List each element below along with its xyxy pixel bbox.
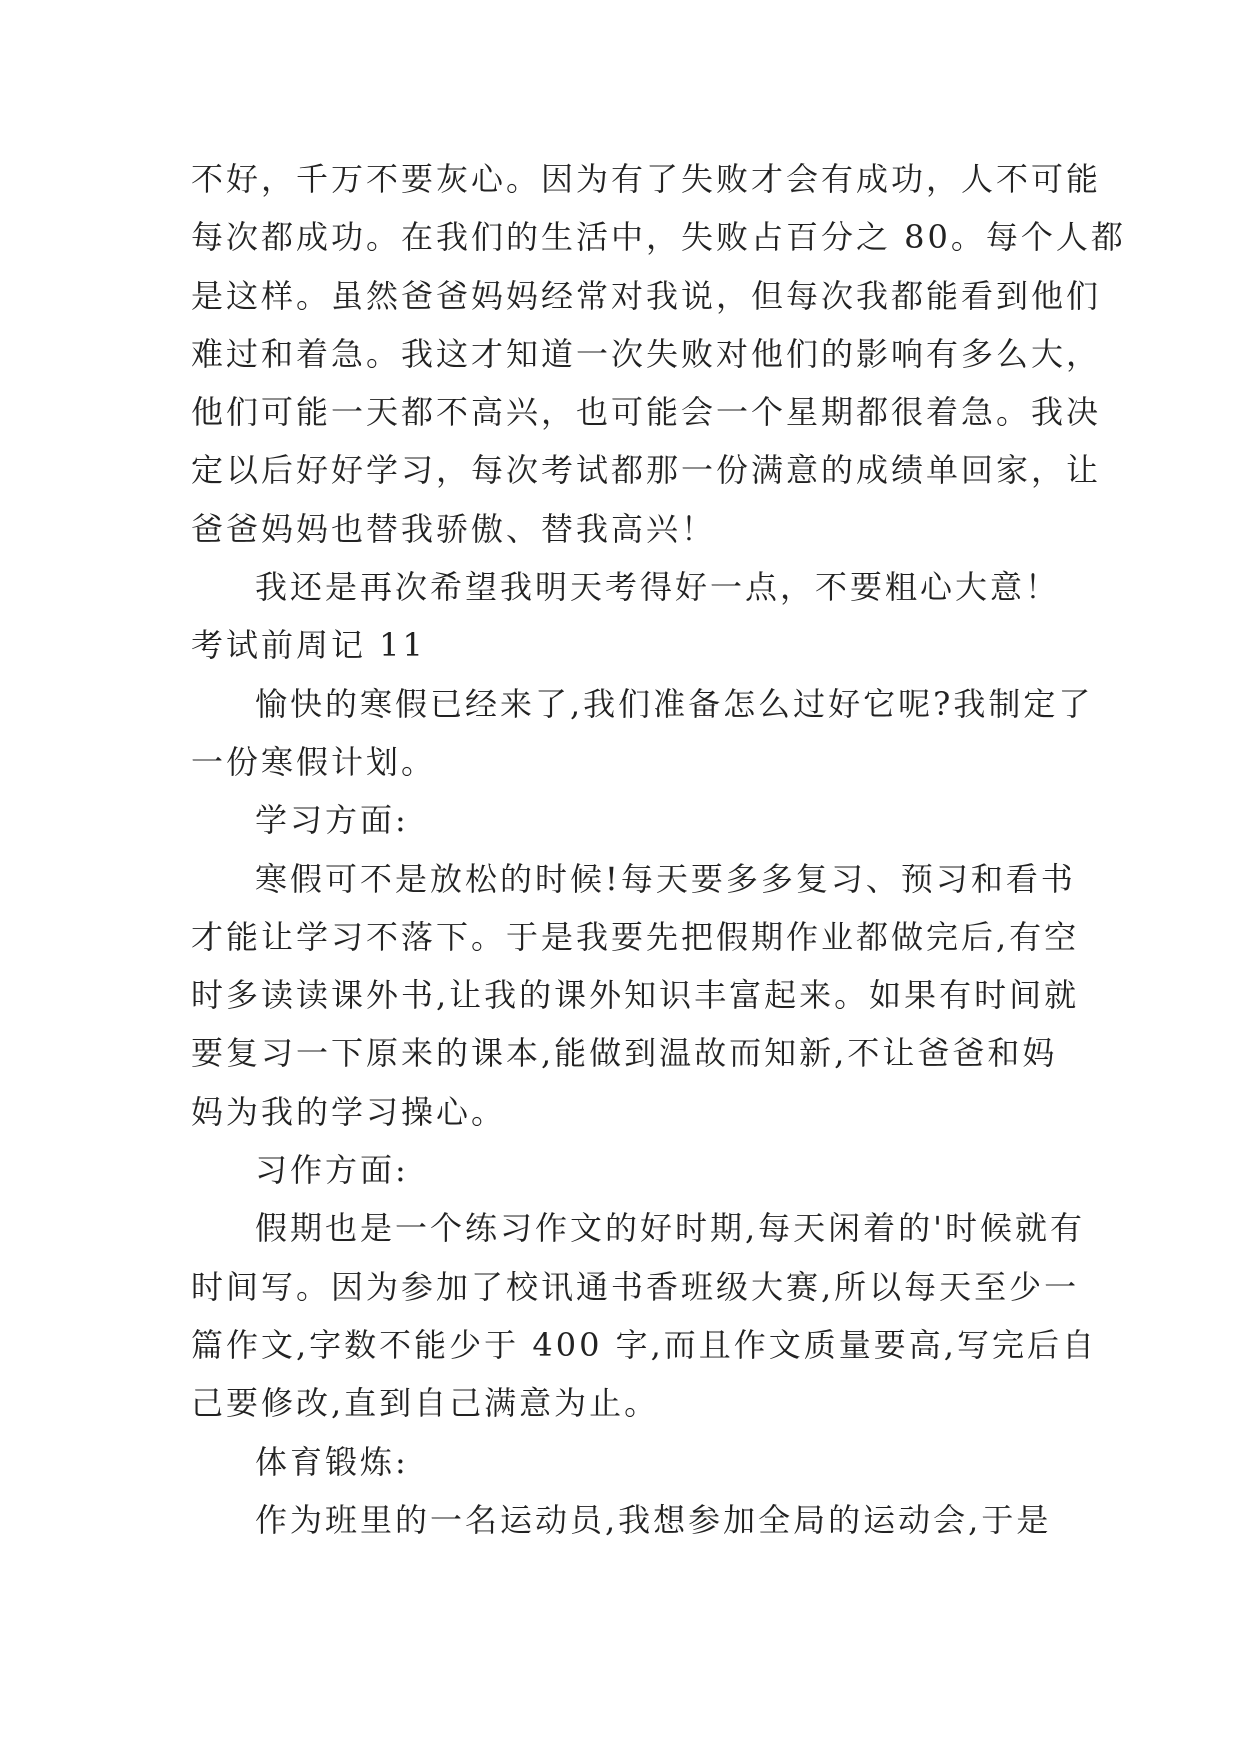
text-line: 寒假可不是放松的时候!每天要多多复习、预习和看书	[255, 859, 1076, 898]
text-line: 爸爸妈妈也替我骄傲、替我高兴！	[191, 509, 717, 548]
subheading-sports: 体育锻炼:	[255, 1442, 409, 1481]
text-line: 篇作文,字数不能少于 400 字,而且作文质量要高,写完后自	[191, 1325, 1097, 1364]
text-line: 他们可能一天都不高兴，也可能会一个星期都很着急。我决	[191, 393, 1102, 432]
text-line: 一份寒假计划。	[191, 742, 437, 781]
text-line: 愉快的寒假已经来了,我们准备怎么过好它呢?我制定了	[255, 684, 1094, 723]
text-line: 定以后好好学习，每次考试都那一份满意的成绩单回家，让	[191, 451, 1102, 490]
text-line: 要复习一下原来的课本,能做到温故而知新,不让爸爸和妈	[191, 1034, 1058, 1073]
text-line: 假期也是一个练习作文的好时期,每天闲着的'时候就有	[255, 1209, 1085, 1248]
text-line: 我还是再次希望我明天考得好一点，不要粗心大意！	[255, 568, 1061, 607]
subheading-writing: 习作方面:	[255, 1151, 409, 1190]
text-line: 不好，千万不要灰心。因为有了失败才会有成功，人不可能	[191, 160, 1102, 198]
text-line: 难过和着急。我这才知道一次失败对他们的影响有多么大，	[191, 334, 1102, 373]
section-heading: 考试前周记 11	[191, 626, 426, 665]
subheading-study: 学习方面:	[255, 801, 409, 840]
text-line: 己要修改,直到自己满意为止。	[191, 1384, 660, 1423]
text-line: 才能让学习不落下。于是我要先把假期作业都做完后,有空	[191, 917, 1080, 956]
text-line: 妈为我的学习操心。	[191, 1092, 507, 1131]
text-line: 作为班里的一名运动员,我想参加全局的运动会,于是	[255, 1500, 1052, 1539]
text-line: 是这样。虽然爸爸妈妈经常对我说，但每次我都能看到他们	[191, 276, 1102, 315]
document-page	[191, 150, 1126, 1549]
text-line: 每次都成功。在我们的生活中，失败占百分之 80。每个人都	[191, 218, 1126, 257]
text-line: 时间写。因为参加了校讯通书香班级大赛,所以每天至少一	[191, 1267, 1080, 1306]
text-line: 时多读读课外书,让我的课外知识丰富起来。如果有时间就	[191, 976, 1080, 1015]
